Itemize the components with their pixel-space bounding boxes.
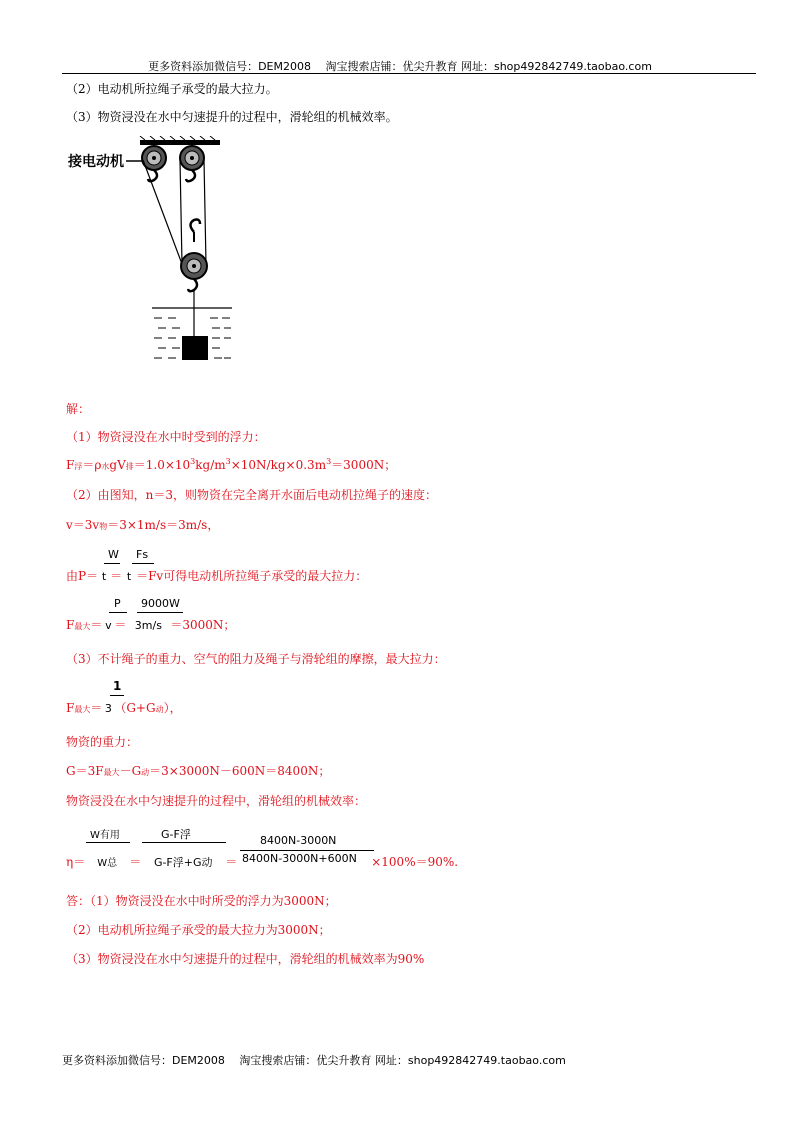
fixed-pulley-left (142, 146, 166, 181)
movable-pulley (181, 220, 207, 292)
answer-2: （2）电动机所拉绳子承受的最大拉力为3000N； (66, 923, 331, 937)
step3-fmax-line: F最大＝ 3 （G+G动）， (66, 701, 182, 715)
cargo-block (182, 336, 208, 360)
rope-1 (143, 160, 182, 264)
step2-velocity: v＝3v物＝3×1m/s＝3m/s， (66, 518, 220, 532)
efficiency-line: η＝ W总 ＝ G-F浮+G动 ＝ ×100%＝90%. (66, 855, 459, 869)
answer-3: （3）物资浸没在水中匀速提升的过程中，滑轮组的机械效率为90% (66, 952, 425, 966)
step2-title: （2）由图知，n＝3，则物资在完全离开水面后电动机拉绳子的速度： (66, 488, 438, 502)
weight-title: 物资的重力： (66, 735, 139, 749)
power-frac2-bar (132, 563, 154, 564)
eff-frac2-bar (142, 842, 226, 843)
motor-label: 接电动机 (68, 154, 124, 170)
answer-1: 答：（1）物资浸没在水中时所受的浮力为3000N； (66, 894, 337, 908)
pulley-diagram (66, 136, 246, 366)
power-frac2-num: Fs (136, 548, 149, 561)
third-num: 1 (113, 679, 122, 693)
step3-title: （3）不计绳子的重力、空气的阻力及绳子与滑轮组的摩擦，最大拉力： (66, 652, 446, 666)
rope-2 (180, 160, 182, 264)
question-3: （3）物资浸没在水中匀速提升的过程中，滑轮组的机械效率。 (66, 110, 398, 124)
step1-buoyancy-formula: F浮＝ρ水gV排$=1.0\times 10^3kg/m^3\times 10N/kg\times 0.3m^3=3000N$； (66, 457, 397, 472)
eff-frac1-bar (86, 842, 130, 843)
power-frac1-num: W (108, 548, 119, 561)
weight-formula: G＝3F最大－G动＝3×3000N－600N＝8400N； (66, 764, 331, 778)
power-frac1-bar (104, 563, 120, 564)
page-header: 更多资料添加微信号：DEM2008 淘宝搜索店铺：优尖升教育 网址：shop492842749.taobao.com (148, 60, 652, 73)
fixed-pulley-right (180, 146, 204, 181)
solution-label: 解： (66, 402, 91, 416)
eff-frac1-num: W有用 (90, 830, 120, 841)
step2-power-line: 由P＝ t ＝ t ＝Fv可得电动机所拉绳子承受的最大拉力： (66, 569, 368, 583)
ceiling (140, 140, 220, 145)
fmax-frac2-num: 9000W (141, 597, 180, 610)
eff-frac2-num: G-F浮 (161, 828, 191, 841)
fmax-frac2-bar (137, 612, 183, 613)
eff-frac3-num: 8400N-3000N (260, 834, 337, 847)
eff-frac3-den: 8400N-3000N+600N (242, 852, 357, 865)
fmax-frac1-num: P (114, 597, 121, 610)
efficiency-title: 物资浸没在水中匀速提升的过程中，滑轮组的机械效率： (66, 794, 367, 808)
page-footer: 更多资料添加微信号：DEM2008 淘宝搜索店铺：优尖升教育 网址：shop492842749.taobao.com (62, 1054, 566, 1067)
third-bar (110, 695, 124, 696)
header-divider (62, 73, 756, 74)
step1-title: （1）物资浸没在水中时受到的浮力： (66, 430, 266, 444)
question-2: （2）电动机所拉绳子承受的最大拉力。 (66, 82, 278, 96)
eff-frac3-bar (240, 850, 374, 851)
step2-fmax-line: F最大＝ v ＝ 3m/s ＝3000N； (66, 618, 236, 632)
rope-3 (204, 160, 206, 264)
fmax-frac1-bar (109, 612, 127, 613)
